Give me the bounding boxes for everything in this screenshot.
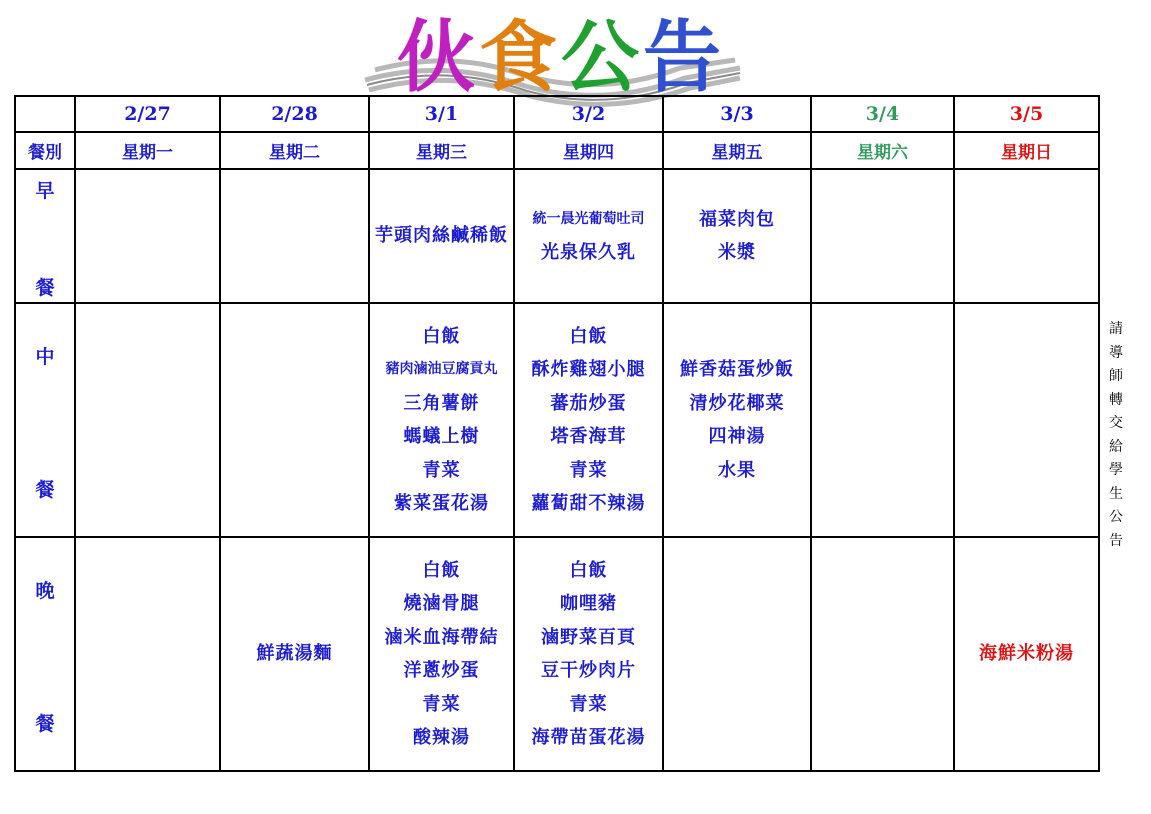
dish-item: 燒滷骨腿 — [403, 593, 480, 614]
dinner-cell — [954, 537, 1099, 771]
lunch-cell — [75, 303, 220, 537]
date-cell: 3/1 — [369, 96, 514, 132]
dish-item: 紫菜蛋花湯 — [394, 493, 489, 514]
dish-item: 咖哩豬 — [560, 593, 617, 614]
lunch-label-bottom: 餐 — [35, 479, 55, 501]
dinner-cell — [220, 537, 369, 771]
weekday-row — [15, 132, 1099, 169]
dish-item: 芋頭肉絲鹹稀飯 — [375, 225, 508, 247]
title-char-4: 告 — [642, 13, 721, 103]
dish-item: 白飯 — [569, 325, 608, 347]
lunch-cell — [811, 303, 954, 537]
dinner-cell — [663, 537, 811, 771]
breakfast-row — [15, 169, 1099, 303]
dish-item: 三角薯餅 — [403, 392, 480, 414]
side-note-char: 給 — [1109, 438, 1123, 455]
dish-item: 滷米血海帶結 — [384, 626, 499, 648]
breakfast-label-top: 早 — [35, 180, 55, 202]
breakfast-cell — [663, 169, 811, 303]
title-text — [395, 8, 725, 108]
dish-item: 福菜肉包 — [699, 208, 775, 230]
dish-item: 鮮蔬湯麵 — [256, 643, 333, 665]
dish-item: 螞蟻上樹 — [403, 426, 480, 447]
dinner-label-top: 晚 — [35, 580, 55, 602]
dish-item: 蕃茄炒蛋 — [550, 392, 627, 414]
title-char-2: 食 — [478, 13, 557, 103]
side-note-char: 公 — [1109, 509, 1123, 525]
lunch-label-cell — [15, 303, 75, 537]
date-cell: 3/5 — [954, 96, 1099, 132]
lunch-cell — [954, 303, 1099, 537]
meal-type-header: 餐別 — [15, 132, 75, 169]
dish-item: 酸辣湯 — [413, 727, 470, 748]
weekday-cell: 星期六 — [811, 132, 954, 169]
side-note-char: 師 — [1109, 368, 1123, 384]
side-note-char: 轉 — [1109, 391, 1123, 408]
weekday-cell: 星期日 — [954, 132, 1099, 169]
breakfast-cell — [369, 169, 514, 303]
title-char-1: 伙 — [396, 13, 475, 103]
dish-item: 清炒花椰菜 — [689, 392, 785, 414]
lunch-label-top: 中 — [35, 346, 55, 368]
lunch-cell — [514, 303, 663, 537]
dinner-label-cell — [15, 537, 75, 771]
weekday-cell: 星期一 — [75, 132, 220, 169]
menu-table — [14, 95, 1100, 772]
weekday-cell: 星期三 — [369, 132, 514, 169]
date-corner-cell — [15, 96, 75, 132]
breakfast-cell — [220, 169, 369, 303]
breakfast-label-bottom: 餐 — [35, 277, 55, 299]
lunch-cell — [663, 303, 811, 537]
dish-item: 白飯 — [422, 325, 461, 347]
side-note-char: 請 — [1109, 321, 1123, 337]
dish-item: 海鮮米粉湯 — [979, 643, 1074, 665]
dish-item: 白飯 — [422, 559, 461, 581]
dish-item: 洋蔥炒蛋 — [403, 660, 480, 681]
date-cell: 3/4 — [811, 96, 954, 132]
lunch-cell — [369, 303, 514, 537]
dinner-cell — [75, 537, 220, 771]
lunch-row — [15, 303, 1099, 537]
dish-item: 白飯 — [569, 559, 608, 581]
dish-item: 青菜 — [422, 693, 461, 715]
date-cell: 3/2 — [514, 96, 663, 132]
breakfast-cell — [75, 169, 220, 303]
weekday-cell: 星期二 — [220, 132, 369, 169]
title-char-3: 公 — [560, 13, 639, 103]
dish-item: 青菜 — [569, 459, 608, 481]
breakfast-label-cell — [15, 169, 75, 303]
date-cell: 3/3 — [663, 96, 811, 132]
title-banner — [355, 8, 745, 108]
dish-item: 豆干炒肉片 — [541, 660, 636, 681]
lunch-cell — [220, 303, 369, 537]
breakfast-cell — [811, 169, 954, 303]
dish-item: 海帶苗蛋花湯 — [531, 727, 646, 748]
dish-item: 鮮香菇蛋炒飯 — [680, 359, 794, 380]
breakfast-cell — [514, 169, 663, 303]
dinner-row — [15, 537, 1099, 771]
date-cell: 2/28 — [220, 96, 369, 132]
dish-item: 米漿 — [718, 242, 756, 263]
dish-item: 蘿蔔甜不辣湯 — [531, 493, 646, 514]
dish-item: 塔香海茸 — [550, 426, 627, 447]
dinner-cell — [369, 537, 514, 771]
dish-item: 光泉保久乳 — [541, 242, 636, 263]
dish-item: 四神湯 — [708, 426, 766, 447]
side-note-vertical — [1106, 318, 1126, 553]
dinner-cell — [514, 537, 663, 771]
dinner-label-bottom: 餐 — [35, 713, 55, 735]
breakfast-cell — [954, 169, 1099, 303]
dish-item: 統一晨光葡萄吐司 — [532, 210, 645, 227]
dish-item: 青菜 — [569, 693, 608, 715]
side-note-char: 生 — [1109, 485, 1123, 502]
weekday-cell: 星期四 — [514, 132, 663, 169]
side-note-char: 告 — [1109, 532, 1123, 549]
dinner-cell — [811, 537, 954, 771]
side-note-char: 導 — [1109, 344, 1123, 361]
dish-item: 酥炸雞翅小腿 — [531, 359, 646, 380]
dish-item: 滷野菜百頁 — [541, 626, 636, 648]
date-cell: 2/27 — [75, 96, 220, 132]
dish-item: 水果 — [718, 459, 756, 481]
dish-item: 青菜 — [422, 459, 461, 481]
side-note-char: 學 — [1109, 462, 1123, 478]
date-row — [15, 96, 1099, 132]
side-note-char: 交 — [1109, 415, 1123, 431]
weekday-cell: 星期五 — [663, 132, 811, 169]
dish-item: 豬肉滷油豆腐貢丸 — [385, 361, 498, 377]
